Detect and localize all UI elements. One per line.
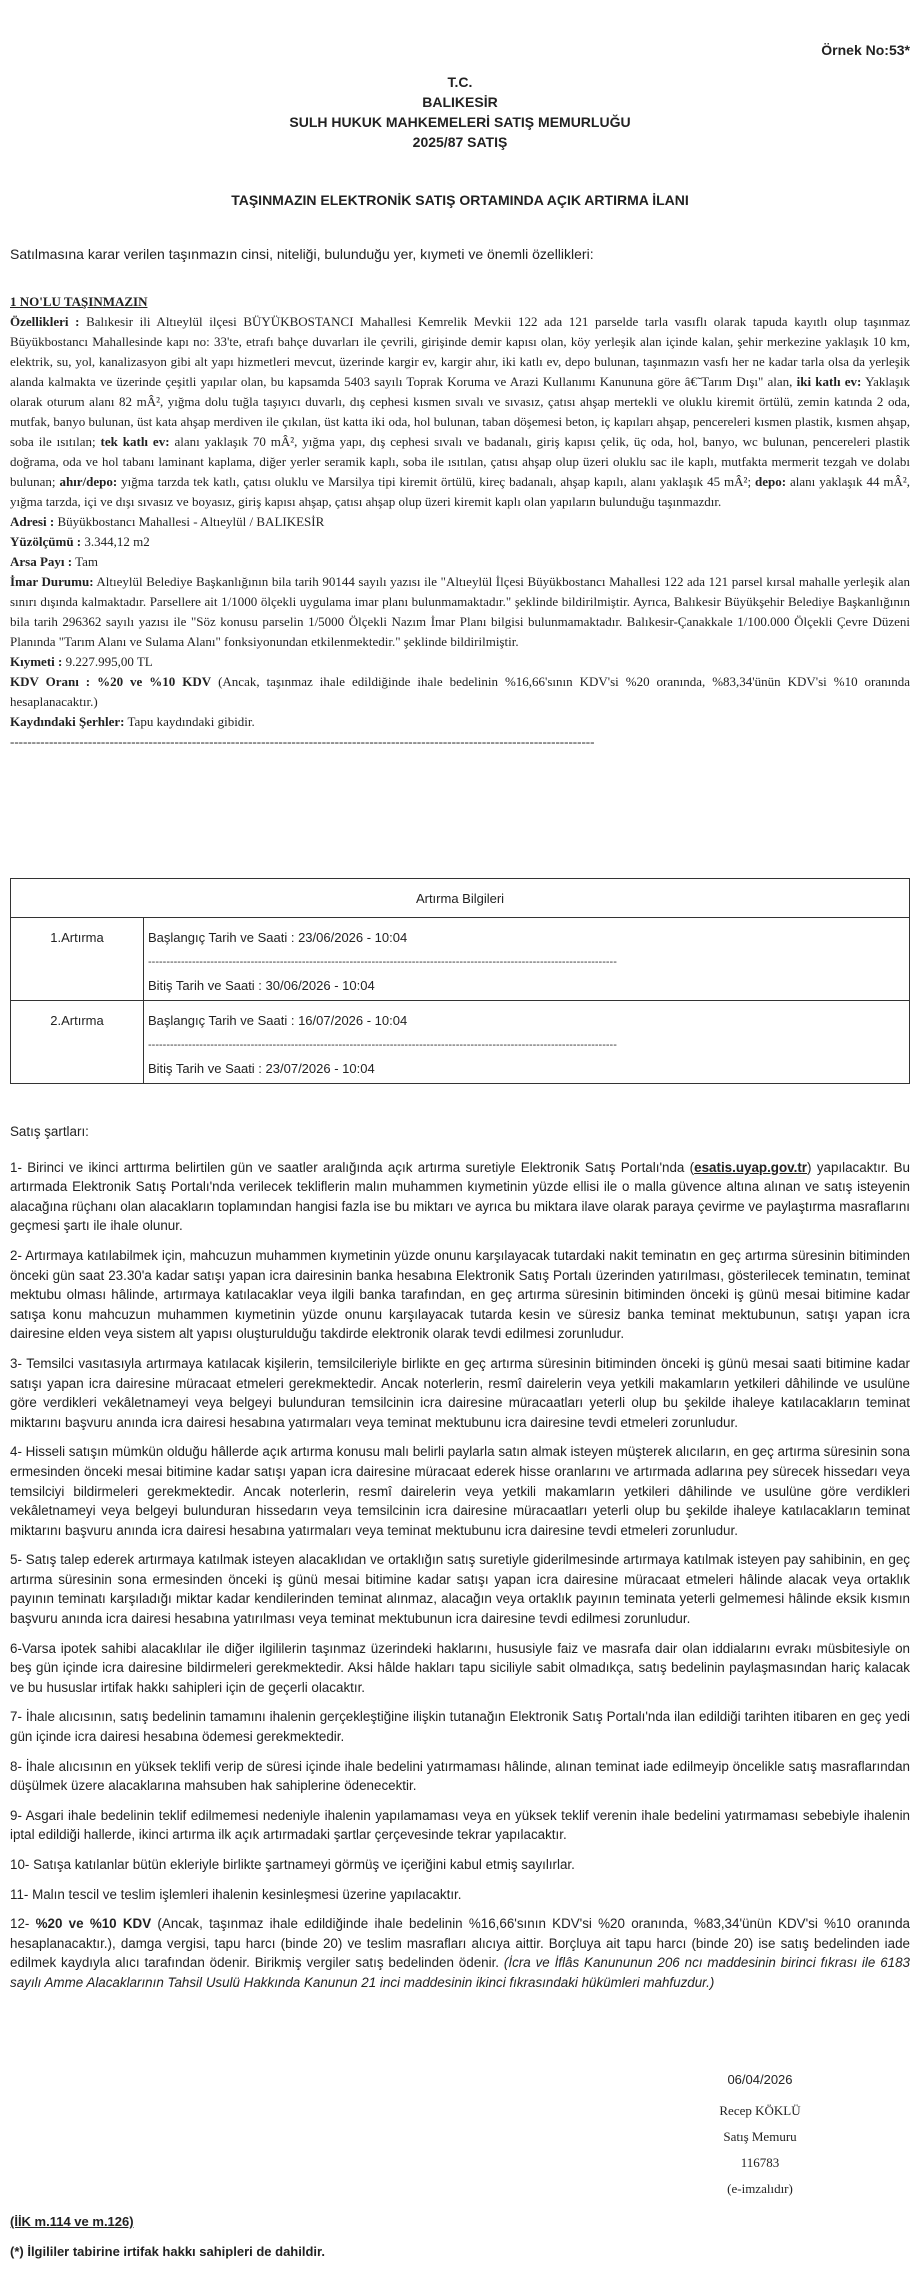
kdv-row [10,672,910,712]
sart-1-text-b: ) yapılacaktır. Bu artırmada Elektronik Satış Portalı'nda verilecek tekliflerin malın muhammen kıymetinin yüzde ellisi ile o malla güvence altına alınan ve satış isteyenin alacağına rüçhanı olan alacakların toplamından hangisi fazla ise bu miktarı ve ayrıca bu miktara ilave olarak paraya çevirme ve paylaştırma masraflarını geçmesi şartı ile ihale olunur. [10,1159,910,1234]
footer-note: (*) İlgililer tabirine irtifak hakkı sahipleri de dahildir. [10,2244,325,2259]
kdv-label: KDV Oranı : %20 ve %10 KDV [10,674,212,689]
sart-12-num: 12- [10,1916,30,1932]
tek-katli-label: tek katlı ev: [100,434,170,449]
arsa-payi-value: Tam [75,554,99,569]
ozellikleri-text-1: Balıkesir ili Altıeylül ilçesi BÜYÜKBOSTANCI Mahallesi Kemrelik Mevkii 122 ada 121 parselde tarla vasıflı olarak tapuda kayıtlı olup taşınmaz Büyükbostancı Mahallesinde kapı no: 33'te, etrafı bahçe duvarları ile çevrili, girişinde demir kapısı olan, köy yerleşik alan içinde kalan, şehir merkezine yaklaşık 10 km, elektrik, su, yol, kanalizasyon gibi alt yapı hizmetleri mevcut, üzerinde kargir ev, kargir ahır, iki katlı ev, depo bulunan, taşınmazın vasfı her ne kadar tarla olsa da yerleşik alanda kalmakta ve üzerinde çeşitli yapılar olan, bu kapsamda 5403 sayılı Toprak Koruma ve Arazi Kullanımı Kanununa göre â€˜Tarım Dışı" alan, [10,314,911,389]
sart-12-text: (Ancak, taşınmaz ihale edildiğinde ihale bedelinin %16,66'sının KDV'si %20 oranında, %83,34'ünün KDV'si %10 oranında hesaplanacaktır.), damga vergisi, tapu harcı (binde 20) ve teslim masrafları alıcıya aittir. Borçluya ait tapu harcı (binde 20) ise satış bedelinden iade edilmek kaydıyla alıcı tarafından ödenir. Birikmiş vergiler satış bedelinden ödenir. [10,1916,910,1971]
satis-sartlari [10,1122,910,2003]
artirma-start: Başlangıç Tarih ve Saati : 23/06/2026 - 10:04 [148,930,408,945]
sart-4: 4- Hisseli satışın mümkün olduğu hâllerde açık artırma konusu malı belirli paylarla satın almak isteyen müşterek alıcıların, en geç artırma süresinin sona ermesinden önceki mesai bitimine kadar satışı yapan icra dairesine müracaat ederek hisse oranlarını ve artırmada adlarına pey sürecek hissedarı veya temsilciyi bildirmeleri gerekmektedir. Ancak noterlerin, resmî dairelerin veya yetkili makamların yetkileri dâhilinde ve usulüne göre verdikleri vekâletnameyi veya belgeyi bulunduran hissedarın veya temsilcinin icra dairesine müracaatları yeterli olup bu şekilde ihaleye katılacakların teminat miktarını başvuru anında icra dairesi hesabına yatırmaları veya teminat mektubunu icra dairesine tevdi etmeleri zorunludur. [10,1444,910,1538]
sart-10: 10- Satışa katılanlar bütün ekleriyle birlikte şartnameyi görmüş ve içeriğini kabul etmiş sayılırlar. [10,1857,575,1872]
adres-row [10,512,910,532]
artirma-divider: -------------------------------------------------------------------------------------------------------------------------------- [148,1039,617,1051]
table-row [11,918,910,1001]
sart-12-italic: (İcra ve İflâs Kanununun 206 ncı maddesinin birinci fıkrası ile 6183 sayılı Amme Alacaklarının Tahsil Usulü Hakkında Kanunun 21 inci maddesinin ikinci fıkrasındaki hükümleri mahfuzdur.) [10,1955,910,1990]
sart-2: 2- Artırmaya katılabilmek için, mahcuzun muhammen kıymetinin yüzde onunu karşılayacak tutardaki nakit teminatın en geç artırma süresinin bitiminden önceki gün saat 23.30'a kadar satışı yapan icra dairesinin banka hesabına Elektronik Satış Portalı üzerinden yatırılması, gösterilecek teminatın, teminat mektubu olması hâlinde, artırmaya katılacaklar veya ilgili banka tarafından, en geç artırma süresinin bitiminden önceki iş günü mesai bitimine kadar satışa konu mahcuzun muhammen kıymetinin yüzde onunu karşılayacak tutarda kesin ve süresiz banka teminat mektubunun, satışı yapan icra dairesine elden veya sistem alt yapısı oluşturulduğu takdirde elektronik olarak tevdi edilmesi zorunludur. [10,1247,910,1342]
date-value: 06/04/2026 [727,2072,793,2087]
artirma-start: Başlangıç Tarih ve Saati : 16/07/2026 - 10:04 [148,1013,408,1028]
depo-label: depo: [755,474,787,489]
ornek-no: Örnek No:53* [821,42,910,58]
kdv-value: (Ancak, taşınmaz ihale edildiğinde ihale bedelinin %16,66'sının KDV'si %20 oranında, %83,34'ünün KDV'si %10 oranında hesaplanacaktır.) [10,674,911,709]
header-tc: T.C. [447,74,473,90]
imar-value: Altıeylül Belediye Başkanlığının bila tarih 90144 sayılı yazısı ile "Altıeylül İlçesi Büyükbostancı Mahallesi 122 ada 121 parsel kırsal mahalle yerleşik alan sınırı dışında kalmaktadır. Parsellere ait 1/1000 ölçekli uygulama imar planı bulunmamaktadır." şeklinde bildirilmiştir. Ayrıca, Balıkesir Büyükşehir Belediye Başkanlığının bila tarih 296362 sayılı yazısı ile "Söz konusu parselin 1/5000 Ölçekli Nazım İmar Planı bilgisi bulunmamaktadır. Balıkesir-Çanakkale 1/100.000 Ölçekli Çevre Düzeni Planında "Tarım Alanı ve Sulama Alanı" fonksiyonundan etkilenmektedir." şeklinde bildirilmiştir. [10,574,910,649]
signer-name: Recep KÖKLÜ [719,2103,801,2118]
ozellikleri-text-3: alanı yaklaşık 70 mÂ², yığma yapı, dış cephesi sıvalı ve badanalı, giriş kapısı çelik, üç oda, hol, banyo, wc bulunan, pencereleri plastik doğrama, oda ve hol tabanı laminant kaplama, diğer yerler seramik kaplı, soba ile ısıtılan, çatısı ahşap olup üzeri oluklu sac ile kaplı, mutfakta mermerit tezgah ve dolabı bulunan; [10,434,911,489]
sart-1 [10,1158,910,1236]
sart-5: 5- Satış talep ederek artırmaya katılmak isteyen alacaklıdan ve ortaklığın satış suretiyle giderilmesinde artırmaya katılmak isteyen pay sahibinin, en geç artırma süresinin sona ermesinden önceki iş günü mesai bitimine kadar satışı yapan icra dairesine müracaat etmeleri hâlinde alacak veya ortaklık payının teminatı karşıladığı miktar kadar kendilerinden teminat alınmaz, alacağın veya ortaklık payının teminata yeterli gelmemesi hâlinde eksik kısmın başvuru anında icra dairesi hesabına yatırılması veya teminat mektubunun icra dairesine tevdi edilmesi zorunludur. [10,1552,910,1627]
artirma-end: Bitiş Tarih ve Saati : 30/06/2026 - 10:04 [148,978,375,993]
arsa-payi-row [10,552,910,572]
intro-text: Satılmasına karar verilen taşınmazın cinsi, niteliği, bulunduğu yer, kıymeti ve önemli özellikleri: [10,246,594,262]
artirma-details [144,1001,910,1084]
separator-line: --------------------------------------------------------------------------------------------------------------------------------------- [10,734,595,749]
signature-block [640,2098,880,2202]
yuzolcumu-label: Yüzölçümü : [10,534,82,549]
kiymeti-label: Kıymeti : [10,654,63,669]
iik-reference: (İİK m.114 ve m.126) [10,2214,134,2229]
artirma-label: 2.Artırma [11,1001,144,1084]
sart-11: 11- Malın tescil ve teslim işlemleri ihalenin kesinleşmesi üzerine yapılacaktır. [10,1886,462,1902]
ozellikleri-paragraph [10,312,910,512]
yuzolcumu-row [10,532,910,552]
sart-6: 6-Varsa ipotek sahibi alacaklılar ile diğer ilgililerin taşınmaz üzerindeki haklarını, hususiyle faiz ve masrafa dair olan iddialarını evrakı müsbitesiyle on beş gün içinde icra dairesine bildirmeleri gerekmektedir. Aksi hâlde hakları tapu siciliyle sabit olmadıkça, satış bedelinin paylaşmasından hariç kalacak ve bu hususlar irtifak hakkı sahipleri için de geçerli olacaktır. [10,1640,910,1695]
sart-9: 9- Asgari ihale bedelinin teklif edilmemesi nedeniyle ihalenin yapılamaması veya en yüksek teklif verenin ihale bedelini yatırmaması sebebiyle ihalenin iptal edildiği hallerde, ikinci artırma ilk açık artırmadaki şartlar çerçevesinde tekrar yapılacaktır. [10,1807,910,1843]
signer-number: 116783 [740,2155,780,2170]
ozellikleri-text-2: Yaklaşık olarak oturum alanı 82 mÂ², yığma dolu tuğla taşıyıcı duvarlı, dış cephesi kısmen sıvalı ve sıvasız, çatısı ahşap mertekli ve oluklu kiremit örtülü, zemin katında 2 oda, mutfak, banyo bulunan, üst kata ahşap merdiven ile çıkılan, üst katta iki oda, hol bulunan, taban döşemesi beton, iç kapıları ahşap, pencereleri kısmen plastik, kısmen ahşap, soba ile ısıtılan; [10,374,910,449]
sart-7: 7- İhale alıcısının, satış bedelinin tamamını ihalenin gerçekleştiğine ilişkin tutanağın Elektronik Satış Portalı'nda ilan edildiği tarihten itibaren en geç yedi gün içinde icra dairesi hesabına ödemesi gerekmektedir. [10,1709,910,1745]
tasinmaz-heading: 1 NO'LU TAŞINMAZIN [10,294,148,309]
ozellikleri-text-5: alanı yaklaşık 44 mÂ², yığma tarzda, içi ve dışı sıvasız ve boyasız, giriş kapısı ahşap, çatısı ahşap olup üzeri kiremit kaplı olan yapıların bulunduğu taşınmazdır. [10,474,911,509]
header-office: SULH HUKUK MAHKEMELERİ SATIŞ MEMURLUĞU [289,114,631,130]
esatis-link[interactable]: esatis.uyap.gov.tr [694,1159,808,1175]
table-row [11,1001,910,1084]
yuzolcumu-value: 3.344,12 m2 [84,534,150,549]
sart-1-text-a: 1- Birinci ve ikinci arttırma belirtilen gün ve saatler aralığında açık artırma suretiyle Elektronik Satış Portalı'nda ( [10,1159,695,1175]
sart-12-kdv: %20 ve %10 KDV [35,1916,152,1932]
kiymeti-value: 9.227.995,00 TL [65,654,153,669]
document-header [0,72,920,152]
sart-8: 8- İhale alıcısının en yüksek teklifi verip de süresi içinde ihale bedelini yatırmaması hâlinde, alınan teminat iade edilmeyip öncelikle satış masraflarından düşülmek üzere alacaklarına mahsuben hak sahiplerine ödenecektir. [10,1758,910,1794]
artirma-table [10,878,910,1084]
tasinmaz-details [10,292,910,752]
ozellikleri-text-4: yığma tarzda tek katlı, çatısı oluklu ve Marsilya tipi kiremit örtülü, kireç badanalı, ahşap kapılı, alanı yaklaşık 45 mÂ²; [121,474,752,489]
sart-12 [10,1914,910,1992]
kayit-value: Tapu kaydındaki gibidir. [127,714,255,729]
header-city: BALIKESİR [422,94,498,110]
kiymeti-row [10,652,910,672]
artirma-divider: -------------------------------------------------------------------------------------------------------------------------------- [148,956,617,968]
sart-3: 3- Temsilci vasıtasıyla artırmaya katılacak kişilerin, temsilcileriyle birlikte en geç artırma süresinin bitiminden önceki iş günü mesai saati bitimine kadar satışı yapan icra dairesine müracaat etmeleri gerekmektedir. Ancak noterlerin, resmî dairelerin veya yetkili makamların yetkileri dâhilinde ve usulüne göre verdikleri vekâletnameyi veya belgeyi bulunduran temsilcinin icra dairesine müracaatları yeterli olup bu şekilde ihaleye katılacakların teminat miktarını başvuru anında icra dairesi hesabına yatırmaları veya teminat mektubunu icra dairesine tevdi etmeleri zorunludur. [10,1355,910,1430]
ilan-title: TAŞINMAZIN ELEKTRONİK SATIŞ ORTAMINDA AÇIK ARTIRMA İLANI [231,192,689,208]
kayit-label: Kaydındaki Şerhler: [10,714,125,729]
iki-katli-label: iki katlı ev: [796,374,862,389]
sartlar-title: Satış şartları: [10,1124,89,1139]
imar-row [10,572,910,652]
adres-value: Büyükbostancı Mahallesi - Altıeylül / BALIKESİR [57,514,325,529]
arsa-payi-label: Arsa Payı : [10,554,73,569]
artirma-table-title: Artırma Bilgileri [11,879,910,918]
artirma-details [144,918,910,1001]
signer-title: Satış Memuru [723,2129,797,2144]
ozellikleri-label: Özellikleri : [10,314,80,329]
kayit-row [10,712,910,732]
signer-note: (e-imzalıdır) [727,2181,793,2196]
artirma-label: 1.Artırma [11,918,144,1001]
header-file-no: 2025/87 SATIŞ [412,134,508,150]
imar-label: İmar Durumu: [10,574,94,589]
ahir-label: ahır/depo: [59,474,118,489]
artirma-end: Bitiş Tarih ve Saati : 23/07/2026 - 10:04 [148,1061,375,1076]
adres-label: Adresi : [10,514,55,529]
